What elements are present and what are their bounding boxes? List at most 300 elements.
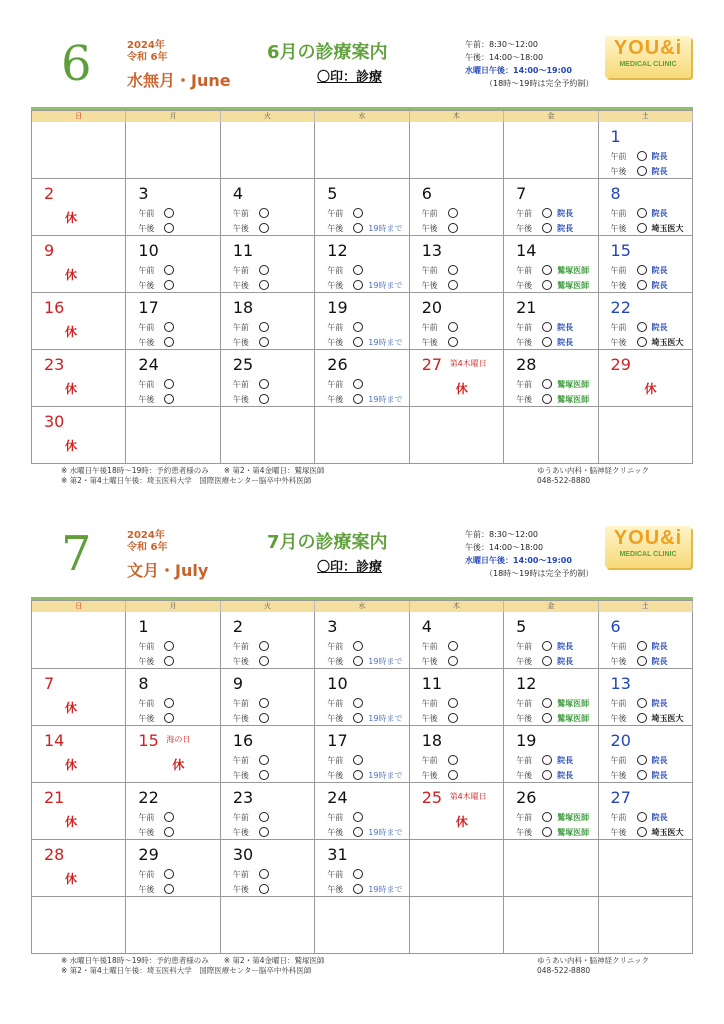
pm-session <box>422 223 458 234</box>
session-label: 午前 <box>327 642 344 651</box>
session-label: 午前 <box>327 380 344 389</box>
session-label: 午後 <box>421 714 438 723</box>
open-circle-icon <box>353 208 363 218</box>
open-circle-icon <box>164 265 174 275</box>
day-number: 22 <box>610 298 631 317</box>
calendar-header <box>31 36 693 106</box>
session-label: 午後 <box>610 338 627 347</box>
session-label: 午後 <box>610 714 627 723</box>
day-number: 23 <box>232 788 254 807</box>
session-label: 午後 <box>138 281 155 290</box>
day-cell <box>410 726 504 783</box>
session-label: 午後 <box>327 338 344 347</box>
session-label: 午前 <box>138 209 155 218</box>
empty-day-cell <box>504 840 598 897</box>
day-cell <box>599 612 693 669</box>
clinic-logo <box>605 36 691 78</box>
session-label: 午前 <box>138 642 155 651</box>
day-cell <box>315 840 409 897</box>
day-cell <box>315 669 409 726</box>
open-circle-icon <box>164 394 174 404</box>
weekday-label: 土 <box>599 111 693 122</box>
footer-note-1: ※ 水曜日午後18時〜19時：予約患者様のみ ※ 第2・第4金曜日：鷲塚医師 <box>61 956 325 965</box>
open-circle-icon <box>448 208 458 218</box>
pm-session <box>327 770 402 781</box>
open-circle-icon <box>637 827 647 837</box>
open-circle-icon <box>448 265 458 275</box>
hours-note: （18時〜19時は完全予約制） <box>485 569 594 578</box>
weekday-label: 木 <box>410 111 504 122</box>
page-title <box>267 38 388 64</box>
calendar-week <box>32 897 693 954</box>
open-circle-icon <box>637 280 647 290</box>
doctor-label: 院長 <box>651 699 668 708</box>
am-session <box>327 812 363 823</box>
pm-session <box>611 656 668 667</box>
session-label: 午後 <box>610 771 627 780</box>
open-circle-icon <box>259 280 269 290</box>
empty-day-cell <box>32 122 126 179</box>
weekday-label: 火 <box>221 111 315 122</box>
day-number: 8 <box>138 674 149 693</box>
session-label: 午前 <box>138 323 155 332</box>
doctor-label: 院長 <box>557 224 574 233</box>
session-label: 午前 <box>610 323 627 332</box>
session-label: 午前 <box>232 642 249 651</box>
holiday-note: 第4木曜日 <box>449 359 487 368</box>
session-label: 午後 <box>138 338 155 347</box>
day-cell <box>221 669 315 726</box>
footer-note-2: ※ 第2・第4土曜日午後：埼玉医科大学 国際医療センター脳卒中外科医師 <box>61 966 312 975</box>
doctor-label: 鷲塚医師 <box>557 266 590 275</box>
open-circle-icon <box>164 869 174 879</box>
legend: 〇印：診療 <box>317 560 383 575</box>
pm-session <box>611 337 684 348</box>
session-label: 午前 <box>610 266 627 275</box>
doctor-label: 院長 <box>557 771 574 780</box>
day-cell <box>315 612 409 669</box>
hours-note: （18時〜19時は完全予約制） <box>485 79 594 88</box>
day-number: 4 <box>232 184 244 203</box>
pm-session <box>611 713 684 724</box>
open-circle-icon <box>259 394 269 404</box>
doctor-label: 院長 <box>651 771 668 780</box>
calendar-july <box>31 526 693 978</box>
am-session <box>611 151 668 162</box>
day-number: 21 <box>44 788 65 807</box>
empty-day-cell <box>504 407 598 464</box>
session-label: 午前 <box>516 699 533 708</box>
session-label: 午前 <box>421 699 438 708</box>
doctor-label: 19時まで <box>368 885 403 894</box>
am-session <box>233 698 269 709</box>
empty-day-cell <box>410 897 504 954</box>
calendar-week <box>32 612 693 669</box>
session-label: 午前 <box>138 813 155 822</box>
am-session <box>233 379 269 390</box>
open-circle-icon <box>164 698 174 708</box>
session-label: 午後 <box>327 281 344 290</box>
open-circle-icon <box>448 656 458 666</box>
weekday-label: 水 <box>315 601 409 612</box>
pm-session <box>138 337 174 348</box>
doctor-label: 19時まで <box>368 338 403 347</box>
open-circle-icon <box>542 656 552 666</box>
day-cell <box>410 783 504 840</box>
empty-day-cell <box>410 840 504 897</box>
session-label: 午後 <box>610 167 627 176</box>
open-circle-icon <box>542 827 552 837</box>
year-era <box>127 40 167 64</box>
clinic-contact <box>537 466 649 486</box>
open-circle-icon <box>164 208 174 218</box>
day-cell <box>32 726 126 783</box>
open-circle-icon <box>259 337 269 347</box>
day-number: 24 <box>327 788 348 807</box>
session-label: 午前 <box>610 642 627 651</box>
empty-day-cell <box>221 407 315 464</box>
doctor-label: 鷲塚医師 <box>557 380 590 389</box>
footer <box>31 464 693 488</box>
weekday-header <box>32 601 693 612</box>
am-session <box>138 379 174 390</box>
footer-note-2: ※ 第2・第4土曜日午後：埼玉医科大学 国際医療センター脳卒中外科医師 <box>61 476 312 485</box>
session-label: 午後 <box>421 281 438 290</box>
session-label: 午後 <box>232 714 249 723</box>
open-circle-icon <box>259 265 269 275</box>
session-label: 午後 <box>232 338 249 347</box>
day-number: 22 <box>138 788 159 807</box>
day-cell <box>126 840 220 897</box>
pm-session <box>233 223 269 234</box>
day-cell <box>599 669 693 726</box>
calendar-week <box>32 407 693 464</box>
open-circle-icon <box>637 641 647 651</box>
day-number: 27 <box>421 355 443 374</box>
closed-label: 休 <box>65 815 78 829</box>
day-cell <box>504 669 598 726</box>
calendar-grid <box>31 600 693 954</box>
empty-day-cell <box>410 407 504 464</box>
day-cell <box>504 350 598 407</box>
calendar-grid <box>31 110 693 464</box>
open-circle-icon <box>353 755 363 765</box>
empty-day-cell <box>221 122 315 179</box>
day-cell <box>126 612 220 669</box>
am-session <box>422 322 458 333</box>
session-label: 午後 <box>327 771 344 780</box>
page-title <box>267 528 388 554</box>
doctor-label: 院長 <box>651 813 668 822</box>
day-cell <box>32 179 126 236</box>
session-label: 午前 <box>610 756 627 765</box>
day-number: 7 <box>516 184 527 203</box>
day-number: 19 <box>327 298 348 317</box>
closed-label: 休 <box>455 382 468 396</box>
day-number: 17 <box>327 731 348 750</box>
empty-day-cell <box>315 897 409 954</box>
am-session <box>233 322 269 333</box>
pm-session <box>327 656 402 667</box>
open-circle-icon <box>164 641 174 651</box>
clinic-name: ゆうあい内科・脳神経クリニック <box>537 466 650 475</box>
day-number: 9 <box>232 674 244 693</box>
session-label: 午後 <box>516 395 533 404</box>
am-session <box>138 698 174 709</box>
open-circle-icon <box>259 713 269 723</box>
session-label: 午後 <box>138 828 155 837</box>
day-cell <box>599 726 693 783</box>
day-number: 13 <box>421 241 443 260</box>
am-session <box>138 208 174 219</box>
session-label: 午前 <box>516 756 533 765</box>
empty-day-cell <box>32 612 126 669</box>
hours-wed: 水曜日午後：14:00〜19:00 <box>465 66 572 75</box>
closed-label: 休 <box>65 211 78 225</box>
session-label: 午前 <box>327 323 344 332</box>
pm-session <box>233 770 269 781</box>
clinic-name: ゆうあい内科・脳神経クリニック <box>537 956 650 965</box>
pm-session <box>516 827 589 838</box>
open-circle-icon <box>637 812 647 822</box>
open-circle-icon <box>259 812 269 822</box>
doctor-label: 鷲塚医師 <box>557 699 590 708</box>
day-number: 6 <box>610 617 621 636</box>
open-circle-icon <box>448 322 458 332</box>
empty-day-cell <box>221 897 315 954</box>
day-cell <box>504 293 598 350</box>
legend: 〇印：診療 <box>317 70 383 85</box>
day-cell <box>504 783 598 840</box>
hours-am: 午前：8:30〜12:00 <box>465 40 539 49</box>
day-number: 1 <box>138 617 149 636</box>
day-cell <box>32 293 126 350</box>
weekday-label: 木 <box>410 601 504 612</box>
logo-subtext: MEDICAL CLINIC <box>619 551 677 558</box>
am-session <box>611 322 668 333</box>
day-cell <box>126 726 220 783</box>
open-circle-icon <box>637 265 647 275</box>
doctor-label: 埼玉医大 <box>651 338 684 347</box>
day-number: 29 <box>610 355 631 374</box>
calendar-week <box>32 179 693 236</box>
pm-session <box>138 394 174 405</box>
day-number: 5 <box>516 617 527 636</box>
doctor-label: 鷲塚医師 <box>557 395 590 404</box>
pm-session <box>233 394 269 405</box>
session-label: 午後 <box>138 224 155 233</box>
session-label: 午後 <box>516 657 533 666</box>
open-circle-icon <box>542 208 552 218</box>
doctor-label: 院長 <box>557 209 574 218</box>
empty-day-cell <box>32 897 126 954</box>
pm-session <box>611 827 684 838</box>
open-circle-icon <box>542 812 552 822</box>
day-cell <box>221 726 315 783</box>
doctor-label: 院長 <box>651 756 668 765</box>
hours-wed: 水曜日午後：14:00〜19:00 <box>465 556 572 565</box>
pm-session <box>327 223 402 234</box>
open-circle-icon <box>353 280 363 290</box>
calendar-week <box>32 783 693 840</box>
day-cell <box>410 669 504 726</box>
hours-pm: 午後：14:00〜18:00 <box>465 543 544 552</box>
session-label: 午後 <box>138 395 155 404</box>
calendar-june <box>31 36 693 488</box>
closed-label: 休 <box>65 382 78 396</box>
doctor-label: 院長 <box>651 209 668 218</box>
weekday-label: 金 <box>504 111 598 122</box>
am-session <box>611 641 668 652</box>
day-cell <box>32 669 126 726</box>
calendar-week <box>32 350 693 407</box>
session-label: 午後 <box>327 224 344 233</box>
session-label: 午前 <box>138 266 155 275</box>
calendar-week <box>32 840 693 897</box>
calendar-header <box>31 526 693 596</box>
session-label: 午後 <box>421 338 438 347</box>
am-session <box>233 812 269 823</box>
doctor-label: 院長 <box>651 281 668 290</box>
day-cell <box>126 236 220 293</box>
closed-label: 休 <box>65 872 78 886</box>
footer-notes <box>61 956 324 976</box>
weekday-label: 水 <box>315 111 409 122</box>
day-cell <box>504 236 598 293</box>
pm-session <box>611 280 668 291</box>
day-number: 12 <box>516 674 537 693</box>
empty-day-cell <box>126 897 220 954</box>
footer <box>31 954 693 978</box>
pm-session <box>516 656 573 667</box>
day-cell <box>32 783 126 840</box>
session-label: 午後 <box>516 828 533 837</box>
pm-session <box>422 280 458 291</box>
weekday-label: 土 <box>599 601 693 612</box>
session-label: 午後 <box>327 395 344 404</box>
day-number: 27 <box>610 788 631 807</box>
am-session <box>233 755 269 766</box>
day-number: 16 <box>232 731 254 750</box>
day-number: 4 <box>421 617 432 636</box>
day-cell <box>315 293 409 350</box>
open-circle-icon <box>542 280 552 290</box>
empty-day-cell <box>126 122 220 179</box>
open-circle-icon <box>353 322 363 332</box>
day-cell <box>126 179 220 236</box>
open-circle-icon <box>353 379 363 389</box>
open-circle-icon <box>448 337 458 347</box>
open-circle-icon <box>353 656 363 666</box>
day-number: 30 <box>232 845 254 864</box>
month-number: 6 <box>61 36 92 92</box>
day-cell <box>599 236 693 293</box>
open-circle-icon <box>542 265 552 275</box>
open-circle-icon <box>353 641 363 651</box>
session-label: 午前 <box>516 642 533 651</box>
open-circle-icon <box>637 698 647 708</box>
day-number: 25 <box>232 355 254 374</box>
session-label: 午後 <box>516 714 533 723</box>
session-label: 午前 <box>516 323 533 332</box>
year: 2024年 <box>127 40 165 51</box>
open-circle-icon <box>164 280 174 290</box>
session-label: 午前 <box>610 152 627 161</box>
open-circle-icon <box>353 713 363 723</box>
open-circle-icon <box>259 884 269 894</box>
day-number: 18 <box>421 731 443 750</box>
am-session <box>422 265 458 276</box>
doctor-label: 院長 <box>651 657 668 666</box>
am-session <box>422 698 458 709</box>
pm-session <box>233 337 269 348</box>
am-session <box>422 208 458 219</box>
am-session <box>138 641 174 652</box>
pm-session <box>138 884 174 895</box>
session-label: 午前 <box>610 209 627 218</box>
title-suffix: 月の診療案内 <box>279 532 388 553</box>
footer-notes <box>61 466 324 486</box>
day-number: 28 <box>516 355 537 374</box>
am-session <box>138 265 174 276</box>
session-label: 午前 <box>516 813 533 822</box>
month-number: 7 <box>61 526 92 582</box>
day-number: 26 <box>327 355 348 374</box>
open-circle-icon <box>637 151 647 161</box>
session-label: 午後 <box>232 828 249 837</box>
closed-label: 休 <box>455 815 468 829</box>
doctor-label: 鷲塚医師 <box>557 714 590 723</box>
year: 2024年 <box>127 530 165 541</box>
session-label: 午前 <box>327 699 344 708</box>
day-cell <box>315 350 409 407</box>
open-circle-icon <box>542 641 552 651</box>
am-session <box>611 755 668 766</box>
clinic-logo <box>605 526 691 568</box>
day-number: 16 <box>44 298 65 317</box>
session-label: 午後 <box>138 885 155 894</box>
footer-note-1: ※ 水曜日午後18時〜19時：予約患者様のみ ※ 第2・第4金曜日：鷲塚医師 <box>61 466 325 475</box>
open-circle-icon <box>542 770 552 780</box>
session-label: 午前 <box>516 380 533 389</box>
open-circle-icon <box>542 713 552 723</box>
session-label: 午後 <box>327 885 344 894</box>
am-session <box>516 812 589 823</box>
day-cell <box>221 236 315 293</box>
doctor-label: 19時まで <box>368 771 403 780</box>
session-label: 午後 <box>516 771 533 780</box>
session-label: 午前 <box>327 870 344 879</box>
month-name: 水無月・June <box>127 71 231 90</box>
session-label: 午後 <box>232 281 249 290</box>
day-number: 3 <box>327 617 338 636</box>
session-label: 午前 <box>232 209 249 218</box>
session-label: 午前 <box>516 209 533 218</box>
pm-session <box>422 337 458 348</box>
day-cell <box>221 840 315 897</box>
day-number: 14 <box>44 731 65 750</box>
open-circle-icon <box>637 223 647 233</box>
pm-session <box>138 223 174 234</box>
day-number: 21 <box>516 298 537 317</box>
session-label: 午後 <box>232 395 249 404</box>
calendar-week <box>32 236 693 293</box>
open-circle-icon <box>259 827 269 837</box>
session-label: 午前 <box>421 642 438 651</box>
pm-session <box>611 770 668 781</box>
am-session <box>611 265 668 276</box>
day-cell <box>221 179 315 236</box>
